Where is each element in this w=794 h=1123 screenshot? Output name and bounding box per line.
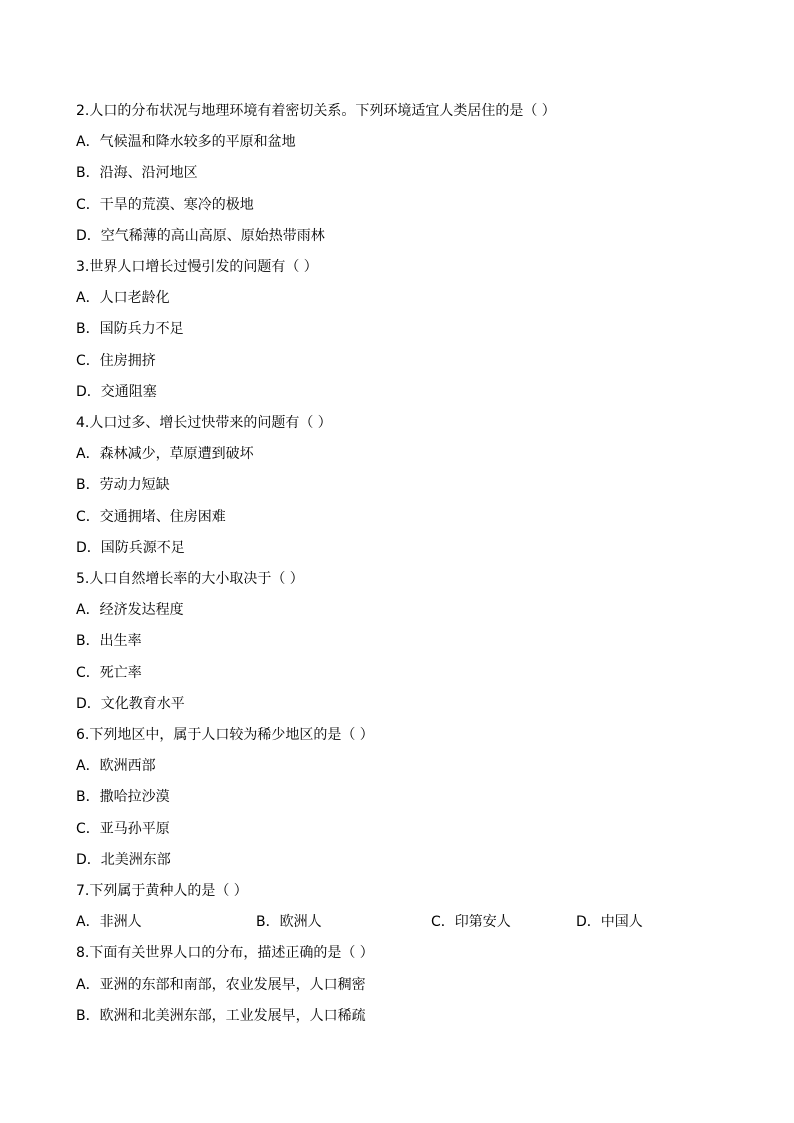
question-2-stem: 2.人口的分布状况与地理环境有着密切关系。下列环境适宜人类居住的是（ ） [76, 103, 556, 119]
question-7-options-row [76, 913, 736, 931]
question-2-option-b: B．沿海、沿河地区 [76, 165, 198, 181]
question-5-stem: 5.人口自然增长率的大小取决于（ ） [76, 571, 304, 587]
question-7-option-d: D．中国人 [576, 914, 643, 930]
question-5-option-a: A．经济发达程度 [76, 602, 184, 618]
question-2-option-d: D．空气稀薄的高山高原、原始热带雨林 [76, 228, 325, 244]
question-7-option-c: C．印第安人 [431, 914, 511, 930]
question-6-option-b: B．撒哈拉沙漠 [76, 789, 170, 805]
question-4-option-d: D．国防兵源不足 [76, 540, 185, 556]
question-8-option-b: B．欧洲和北美洲东部，工业发展早，人口稀疏 [76, 1008, 366, 1024]
question-4-stem: 4.人口过多、增长过快带来的问题有（ ） [76, 415, 332, 431]
question-2-option-c: C．干旱的荒漠、寒冷的极地 [76, 197, 254, 213]
question-2-option-a: A．气候温和降水较多的平原和盆地 [76, 134, 296, 150]
question-7-option-b: B．欧洲人 [256, 914, 322, 930]
question-6-stem: 6.下列地区中，属于人口较为稀少地区的是（ ） [76, 727, 374, 743]
question-3-option-c: C．住房拥挤 [76, 353, 156, 369]
question-8-option-a: A．亚洲的东部和南部，农业发展早，人口稠密 [76, 977, 366, 993]
question-4-option-c: C．交通拥堵、住房困难 [76, 509, 226, 525]
question-6-option-d: D．北美洲东部 [76, 852, 171, 868]
question-4-option-a: A．森林减少，草原遭到破坏 [76, 446, 254, 462]
question-3-option-a: A．人口老龄化 [76, 290, 170, 306]
question-6-option-a: A．欧洲西部 [76, 758, 156, 774]
question-6-option-c: C．亚马孙平原 [76, 821, 170, 837]
question-7-option-a: A．非洲人 [76, 914, 142, 930]
question-5-option-d: D．文化教育水平 [76, 696, 185, 712]
question-8-stem: 8.下面有关世界人口的分布，描述正确的是（ ） [76, 945, 374, 961]
question-4-option-b: B．劳动力短缺 [76, 477, 170, 493]
question-3-stem: 3.世界人口增长过慢引发的问题有（ ） [76, 259, 318, 275]
question-3-option-d: D．交通阻塞 [76, 384, 157, 400]
question-5-option-c: C．死亡率 [76, 665, 142, 681]
question-5-option-b: B．出生率 [76, 633, 142, 649]
question-3-option-b: B．国防兵力不足 [76, 321, 184, 337]
question-7-stem: 7.下列属于黄种人的是（ ） [76, 883, 248, 899]
